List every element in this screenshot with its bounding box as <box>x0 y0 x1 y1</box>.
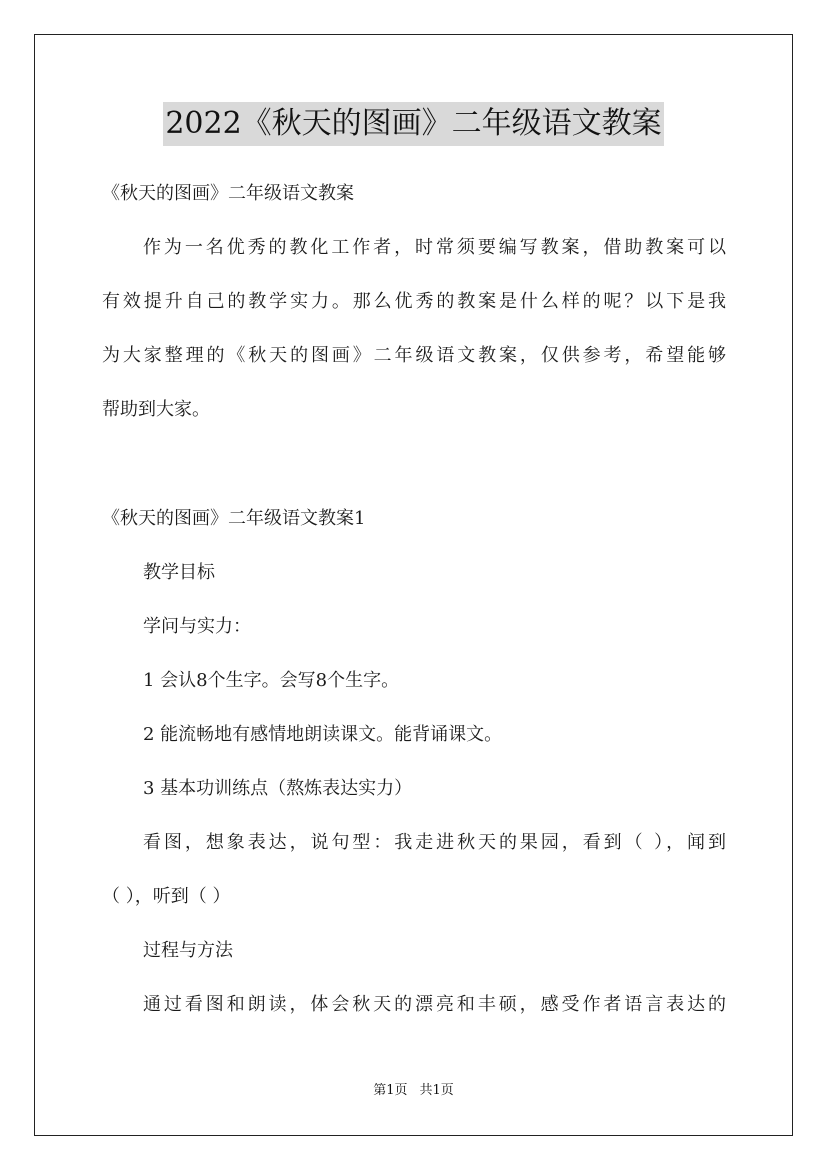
page-footer <box>0 1082 827 1100</box>
document-title: 2022《秋天的图画》二年级语文教案 <box>163 102 663 146</box>
process-line-1: 通过看图和朗读，体会秋天的漂亮和丰硕，感受作者语言表达的 <box>143 994 726 1015</box>
goal-heading: 教学目标 <box>143 562 215 583</box>
subtitle: 《秋天的图画》二年级语文教案 <box>102 183 354 204</box>
section-heading: 《秋天的图画》二年级语文教案1 <box>102 508 366 529</box>
goal-item-1: 1 会认8个生字。会写8个生字。 <box>143 670 400 691</box>
intro-line-2: 有效提升自己的教学实力。那么优秀的教案是什么样的呢？以下是我 <box>102 291 726 312</box>
process-heading: 过程与方法 <box>143 940 233 961</box>
goal-item-3: 3 基本功训练点（熬炼表达实力） <box>143 778 413 799</box>
pattern-line-2: （ ），听到（ ） <box>102 886 231 907</box>
intro-paragraph <box>102 235 726 451</box>
goal-item-2: 2 能流畅地有感情地朗读课文。能背诵课文。 <box>143 724 503 745</box>
title-container <box>0 102 827 146</box>
pattern-paragraph <box>102 830 726 938</box>
process-paragraph <box>102 992 726 1046</box>
knowledge-heading: 学问与实力： <box>143 616 251 637</box>
pattern-line-1: 看图，想象表达，说句型：我走进秋天的果园，看到（ ），闻到 <box>143 832 726 853</box>
page-number: 第1页 <box>373 1083 408 1098</box>
page-total: 共1页 <box>419 1083 454 1098</box>
intro-line-4: 帮助到大家。 <box>102 399 210 420</box>
intro-line-1: 作为一名优秀的教化工作者，时常须要编写教案，借助教案可以 <box>143 237 726 258</box>
intro-line-3: 为大家整理的《秋天的图画》二年级语文教案，仅供参考，希望能够 <box>102 345 726 366</box>
